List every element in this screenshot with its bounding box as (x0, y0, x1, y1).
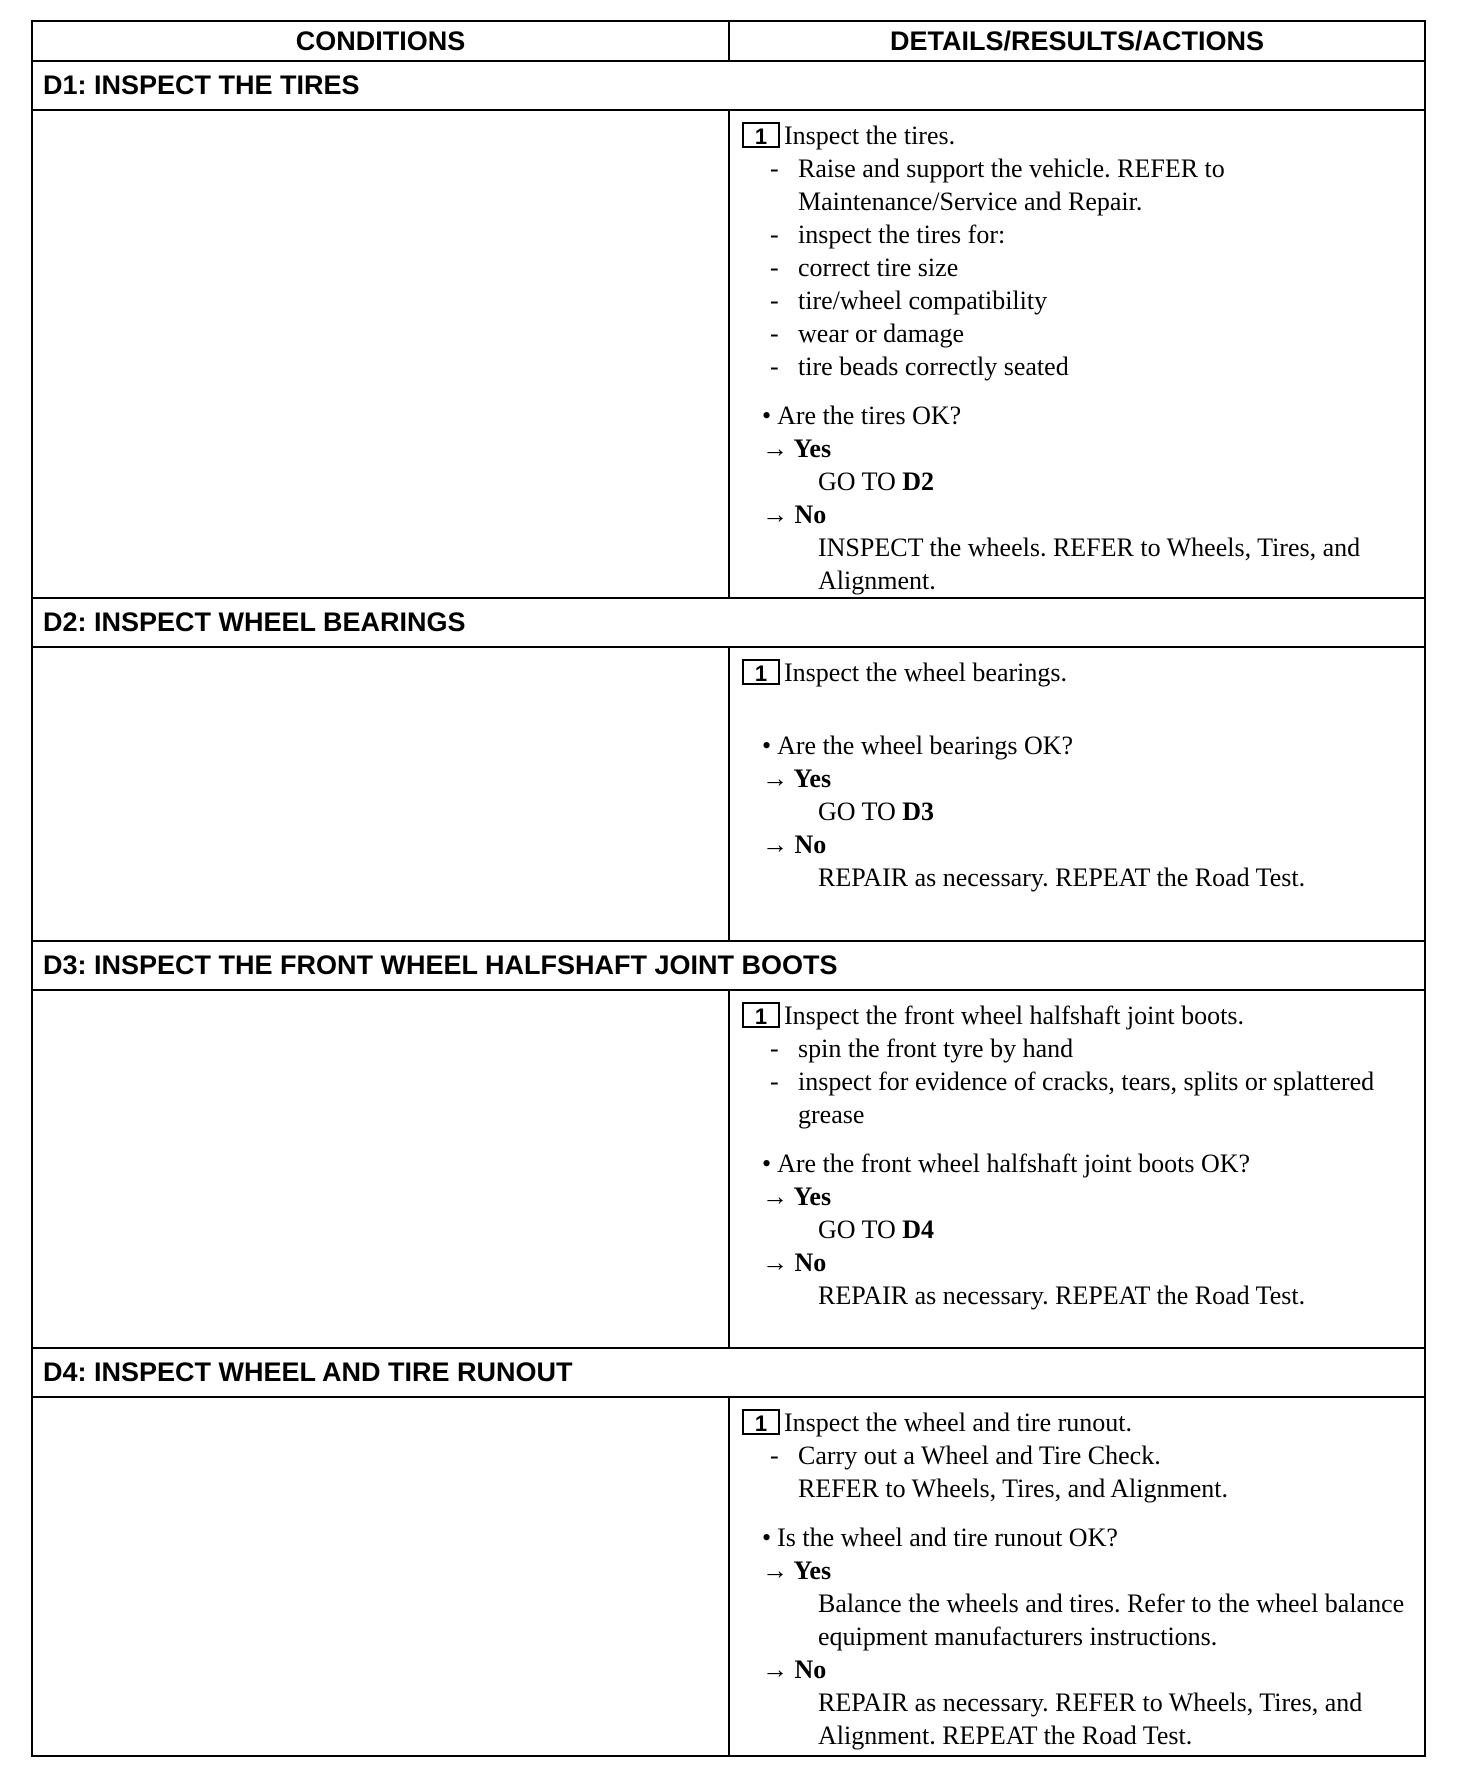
conditions-cell (33, 991, 730, 1347)
section-title-d3: D3: INSPECT THE FRONT WHEEL HALFSHAFT JOINT BOOTS (33, 942, 1424, 991)
list-item: - inspect the tires for: (770, 220, 1006, 249)
step-text: Inspect the front wheel halfshaft joint boots. (784, 1001, 1244, 1030)
list-item: - inspect for evidence of cracks, tears, splits or splattered grease (742, 1065, 1412, 1131)
step-number-box: 1 (742, 122, 780, 148)
step-line (742, 119, 1412, 152)
list-item: - wear or damage (770, 319, 965, 348)
list-item-continuation: REFER to Wheels, Tires, and Alignment. (798, 1474, 1228, 1503)
step-number-box: 1 (742, 659, 780, 685)
section-body-d4 (33, 1398, 1424, 1755)
list-item-text: inspect the tires for: (798, 220, 1006, 249)
table-header (33, 22, 1424, 62)
yes-action-ref: D3 (902, 797, 935, 826)
question-text: Is the wheel and tire runout OK? (777, 1523, 1118, 1552)
no-action: REPAIR as necessary. REPEAT the Road Test. (818, 863, 1306, 892)
yes-label: → Yes (762, 434, 832, 463)
list-item-text: inspect for evidence of cracks, tears, splits or splattered grease (798, 1067, 1375, 1129)
list-item-text: Raise and support the vehicle. REFER to Maintenance/Service and Repair. (798, 154, 1225, 216)
yes-action-ref: D4 (902, 1215, 935, 1244)
list-item: - tire beads correctly seated (770, 352, 1069, 381)
yes-action-text: GO TO (818, 1215, 903, 1244)
yes-action-ref: D2 (902, 467, 935, 496)
question: • Are the tires OK? (762, 401, 962, 430)
yes-action (742, 795, 1412, 828)
step-number-box: 1 (742, 1409, 780, 1435)
yes-action-text: GO TO (818, 797, 903, 826)
step-line (742, 999, 1412, 1032)
question: • Are the wheel bearings OK? (762, 731, 1074, 760)
conditions-header: CONDITIONS (33, 22, 730, 60)
question-text: Are the tires OK? (777, 401, 962, 430)
question-text: Are the front wheel halfshaft joint boots OK? (777, 1149, 1251, 1178)
yes-label: → Yes (762, 764, 832, 793)
list-item: - correct tire size (770, 253, 959, 282)
conditions-cell (33, 111, 730, 597)
question-text: Are the wheel bearings OK? (777, 731, 1074, 760)
yes-label: → Yes (762, 1182, 832, 1211)
list-item: - Carry out a Wheel and Tire Check. (770, 1441, 1161, 1470)
step-number-box: 1 (742, 1002, 780, 1028)
no-label: → No (762, 830, 827, 859)
details-cell (730, 991, 1424, 1347)
step-text: Inspect the tires. (784, 121, 956, 150)
section-title-d1: D1: INSPECT THE TIRES (33, 62, 1424, 111)
section-body-d1 (33, 111, 1424, 599)
step-text: Inspect the wheel bearings. (784, 658, 1068, 687)
list-item-text: Carry out a Wheel and Tire Check. (798, 1441, 1161, 1470)
no-action: REPAIR as necessary. REPEAT the Road Test. (818, 1281, 1306, 1310)
yes-action (742, 1213, 1412, 1246)
list-item-text: wear or damage (798, 319, 965, 348)
details-cell (730, 1398, 1424, 1755)
list-item-text: tire beads correctly seated (798, 352, 1069, 381)
step-line (742, 656, 1412, 689)
question: • Are the front wheel halfshaft joint boots OK? (762, 1149, 1251, 1178)
no-action: INSPECT the wheels. REFER to Wheels, Tires, and Alignment. (818, 533, 1361, 595)
section-title-d2: D2: INSPECT WHEEL BEARINGS (33, 599, 1424, 648)
yes-label: → Yes (762, 1556, 832, 1585)
section-body-d3 (33, 991, 1424, 1349)
list-item-text: tire/wheel compatibility (798, 286, 1048, 315)
section-body-d2 (33, 648, 1424, 942)
no-label: → No (762, 1655, 827, 1684)
no-action: REPAIR as necessary. REFER to Wheels, Tires, and Alignment. REPEAT the Road Test. (818, 1688, 1363, 1750)
details-cell (730, 111, 1424, 597)
yes-action: Balance the wheels and tires. Refer to the wheel balance equipment manufacturers instructions. (818, 1589, 1405, 1651)
conditions-cell (33, 1398, 730, 1755)
list-item-text: spin the front tyre by hand (798, 1034, 1074, 1063)
yes-action-text: GO TO (818, 467, 903, 496)
question: • Is the wheel and tire runout OK? (762, 1523, 1118, 1552)
section-title-d4: D4: INSPECT WHEEL AND TIRE RUNOUT (33, 1349, 1424, 1398)
no-label: → No (762, 1248, 827, 1277)
list-item: - tire/wheel compatibility (770, 286, 1048, 315)
details-header: DETAILS/RESULTS/ACTIONS (889, 26, 1264, 56)
step-text: Inspect the wheel and tire runout. (784, 1408, 1132, 1437)
yes-action (742, 465, 1412, 498)
conditions-cell (33, 648, 730, 940)
details-cell (730, 648, 1424, 940)
list-item: - spin the front tyre by hand (770, 1034, 1074, 1063)
list-item-text: correct tire size (798, 253, 959, 282)
list-item: - Raise and support the vehicle. REFER to Maintenance/Service and Repair. (742, 152, 1412, 218)
diagnostic-table (31, 20, 1426, 1757)
no-label: → No (762, 500, 827, 529)
step-line (742, 1406, 1412, 1439)
